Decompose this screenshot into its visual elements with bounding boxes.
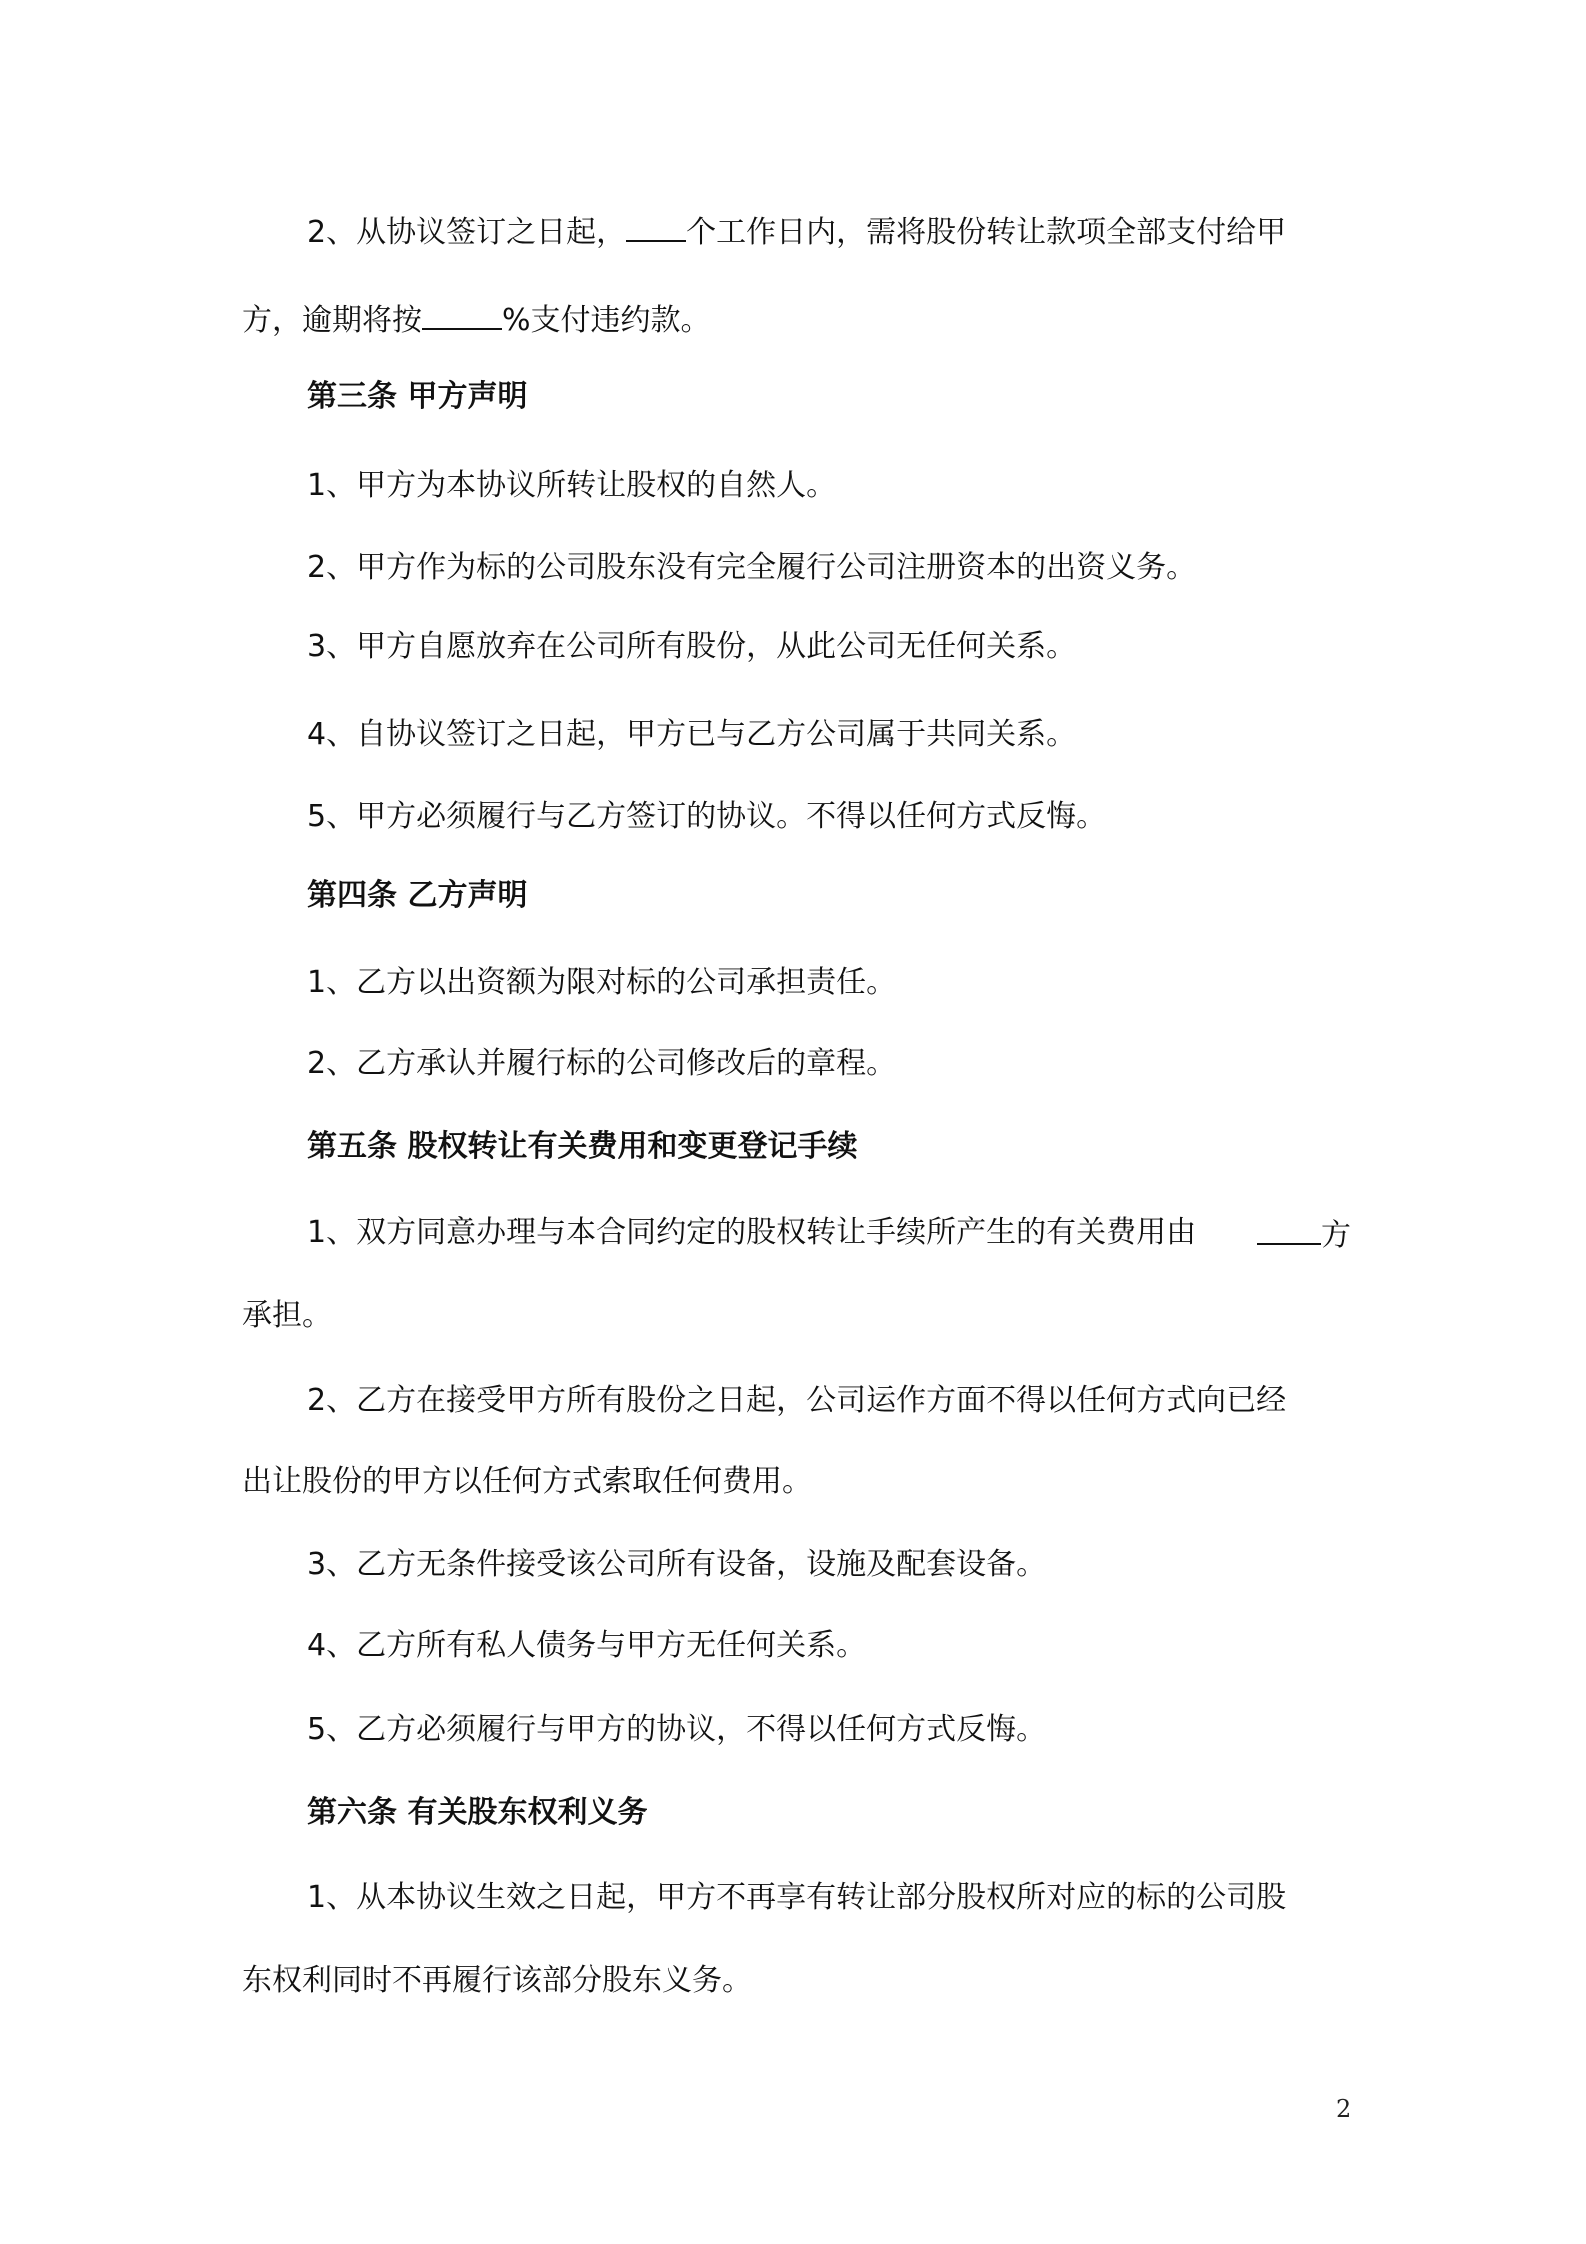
fill-blank-workdays [626,210,686,242]
text-segment: %支付违约款。 [502,303,711,338]
fill-blank-paying-party [1257,1213,1321,1245]
art5-item2-line1: 2、乙方在接受甲方所有股份之日起，公司运作方面不得以任何方式向已经 [307,1383,1287,1418]
text-segment: 2、从协议签订之日起， [307,215,627,250]
fill-blank-penalty-rate [422,298,502,330]
art4-item1: 1、乙方以出资额为限对标的公司承担责任。 [307,965,897,1000]
art5-item1-line2: 承担。 [242,1298,332,1333]
art2-item2-line2 [0,298,1586,341]
art5-item4: 4、乙方所有私人债务与甲方无任何关系。 [307,1628,867,1663]
art2-item2-line1 [0,210,1586,253]
art6-item1-line2: 东权利同时不再履行该部分股东义务。 [242,1963,752,1998]
article-3-heading: 第三条 甲方声明 [307,379,528,414]
art3-item2: 2、甲方作为标的公司股东没有完全履行公司注册资本的出资义务。 [307,550,1197,585]
art5-item1-line1 [0,1213,1586,1256]
art3-item4: 4、自协议签订之日起，甲方已与乙方公司属于共同关系。 [307,717,1077,752]
art6-item1-line1: 1、从本协议生效之日起，甲方不再享有转让部分股权所对应的标的公司股 [307,1880,1287,1915]
art5-item5: 5、乙方必须履行与甲方的协议，不得以任何方式反悔。 [307,1712,1047,1747]
art5-item2-line2: 出让股份的甲方以任何方式索取任何费用。 [242,1464,812,1499]
text-segment: 1、双方同意办理与本合同约定的股权转让手续所产生的有关费用由 [307,1215,1197,1250]
page-number: 2 [1336,2095,1352,2123]
art3-item5: 5、甲方必须履行与乙方签订的协议。不得以任何方式反悔。 [307,799,1107,834]
article-5-heading: 第五条 股权转让有关费用和变更登记手续 [307,1129,858,1164]
art3-item3: 3、甲方自愿放弃在公司所有股份，从此公司无任何关系。 [307,629,1077,664]
text-segment: 个工作日内，需将股份转让款项全部支付给甲 [686,215,1287,250]
article-4-heading: 第四条 乙方声明 [307,878,528,913]
art5-item3: 3、乙方无条件接受该公司所有设备，设施及配套设备。 [307,1547,1047,1582]
art4-item2: 2、乙方承认并履行标的公司修改后的章程。 [307,1046,897,1081]
text-segment: 方 [1321,1218,1351,1253]
text-segment: 方，逾期将按 [242,303,422,338]
art3-item1: 1、甲方为本协议所转让股权的自然人。 [307,468,837,503]
article-6-heading: 第六条 有关股东权利义务 [307,1795,648,1830]
